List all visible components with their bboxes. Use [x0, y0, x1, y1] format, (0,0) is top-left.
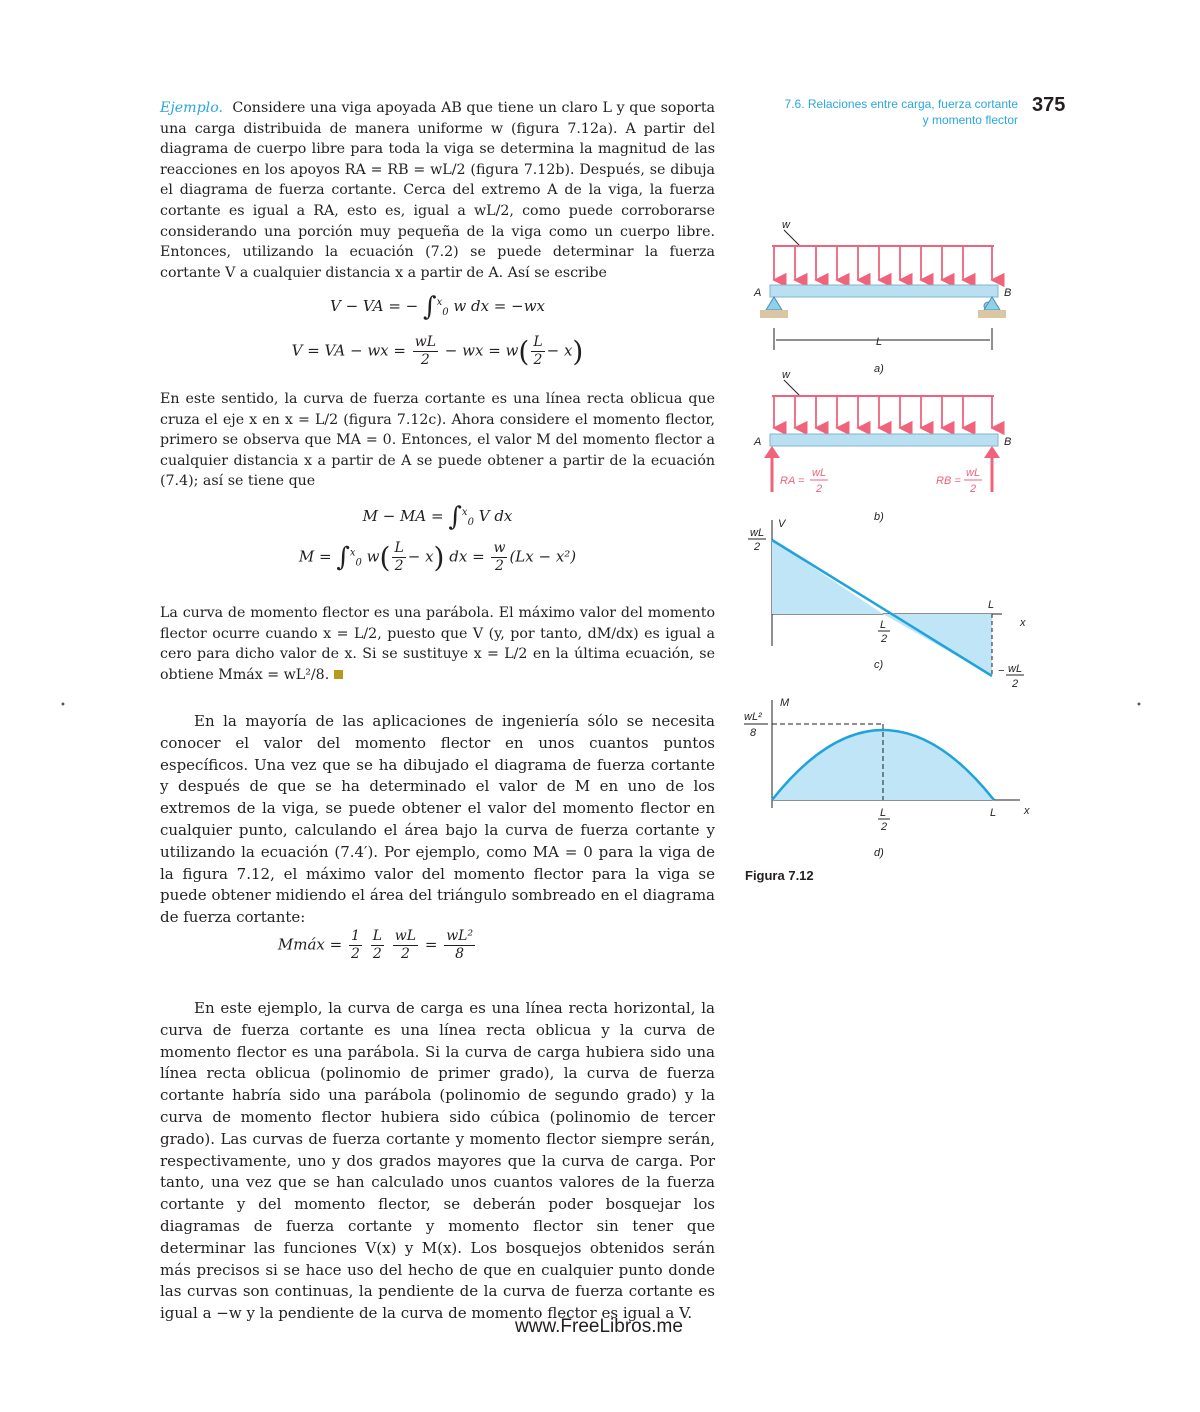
subfigure-b-label: b) [874, 511, 884, 523]
integral-sign: ∫ [423, 292, 437, 322]
reaction-label-RB: RB = [936, 475, 961, 487]
int-upper: x [436, 297, 443, 308]
subfigure-a-label: a) [874, 363, 884, 375]
svg-text:2: 2 [970, 483, 977, 495]
eq1-left: V − VA = − [329, 297, 419, 315]
eq2-left: V = VA − wx = [291, 341, 406, 360]
axis-label-V: V [778, 518, 786, 530]
fraction-w-2: $\frac{w}{2}$ [493, 540, 506, 574]
svg-text:wL²: wL² [744, 711, 762, 723]
load-label-w: w [782, 219, 790, 231]
eq4-right: (Lx − x²) [509, 547, 577, 566]
body-paragraph-5: En este ejemplo, la curva de carga es una línea recta horizontal, la curva de fuerza cortante es una línea recta oblicua y la curva de momento flector es una parábola. Si la curva de carga hubiera sido una línea recta oblicua (polinomio de primer grado), la curva de fuerza cortante habría sido una parábola (polinomio de segundo grado) y la curva de momento flector hubiera sido cúbica (polinomio de tercer grado). Las curvas de fuerza cortante y momento flector siempre serán, respectivamente, uno y dos grados mayores que la curva de carga. Por tanto, una vez que se han calculado unos cuantos valores de la fuerza cortante y del momento flector, se deberán poder bosquejar los diagramas de fuerza cortante y momento flector sin tener que determinar las funciones V(x) y M(x). Los bosquejos obtenidos serán más precisos si se hace uso del hecho de que en cualquier punto donde las curvas son continuas, la pendiente de la curva de fuerza cortante es igual a −w y la pendiente de la curva de momento flector es igual a V. [160, 999, 715, 1323]
axis-label-x: x [1020, 617, 1026, 629]
label-B: B [1004, 287, 1012, 299]
svg-text:2: 2 [1012, 678, 1019, 690]
example-paragraph-2-block [160, 389, 715, 492]
section-title-line1: 7.6. Relaciones entre carga, fuerza cortante [784, 97, 1018, 111]
equation-mmax: Mmáx = $\frac{1}{2}$ $\frac{L}{2}$ $\frac{wL}{2}$ = $\frac{\text{wL²}}{8}$ [277, 928, 474, 962]
reaction-label-RA: RA = [780, 475, 805, 487]
example-paragraph-3: La curva de momento flector es una parábola. El máximo valor del momento flector ocurre cuando x = L/2, puesto que V (y, por tanto, dM/dx) es igual a cero para dicho valor de x. Si se sustituye x = L/2 en la última ecuación, se obtiene Mmáx = wL²/8. [160, 605, 715, 683]
diagram-a-beam [753, 219, 1011, 375]
svg-text:2: 2 [754, 541, 761, 553]
svg-text:L: L [990, 807, 997, 819]
eq1-right: w dx = −wx [453, 297, 546, 315]
eq3-right: V dx [478, 507, 513, 525]
svg-text:2: 2 [816, 483, 823, 495]
equation-moment-1: M − MA = ∫$^x_0$ V dx [362, 502, 513, 532]
body-paragraph-4-block [160, 711, 715, 929]
int-lower: 0 [442, 307, 449, 318]
body-paragraph-4: En la mayoría de las aplicaciones de ingeniería sólo se necesita conocer el valor del momento flector en unos cuantos puntos específicos. Una vez que se ha dibujado el diagrama de fuerza cortante y después de que se ha determinado el valor de M en uno de los extremos de la viga, se puede obtener el valor del momento flector en cualquier punto, calculando el área bajo la curva de fuerza cortante y utilizando la ecuación (7.4′). Por ejemplo, como MA = 0 para la viga de la figura 7.12, el máximo valor del momento flector para la viga se puede obtener midiendo el área del triángulo sombreado en el diagrama de fuerza cortante: [160, 712, 715, 927]
example-block [160, 98, 715, 283]
minus-x: − x [546, 341, 573, 360]
diagram-c-shear [748, 518, 1026, 690]
running-header [785, 96, 1018, 128]
fraction-L-2: $\frac{L}{2}$ [533, 334, 543, 368]
eq2-mid: − wx = w [444, 341, 519, 360]
svg-text:wL: wL [966, 467, 981, 479]
example-paragraph-3-block [160, 603, 715, 685]
svg-text:wL: wL [1008, 663, 1023, 675]
label-A: A [754, 287, 762, 299]
section-title-line2: y momento flector [922, 113, 1018, 127]
diagram-d-moment [744, 697, 1030, 859]
fraction-L-2: $\frac{L}{2}$ [394, 540, 404, 574]
figure-caption: Figura 7.12 [745, 868, 814, 883]
subfigure-c-label: c) [874, 659, 884, 671]
eq4-mid: dx = [449, 547, 485, 566]
example-lead: Ejemplo. [160, 100, 224, 116]
equation-shear-1 [160, 292, 715, 322]
axis-label-M: M [780, 697, 790, 709]
svg-text:wL: wL [812, 467, 827, 479]
diagram-b-free-body [753, 369, 1011, 523]
example-paragraph-2: En este sentido, la curva de fuerza cortante es una línea recta oblicua que cruza el eje x en x = L/2 (figura 7.12c). Ahora considere el momento flector, primero se observa que MA = 0. Entonces, el valor M del momento flector a cualquier distancia x a partir de A se puede obtener a partir de la ecuación (7.4); así se tiene que [160, 391, 715, 490]
svg-text:2: 2 [881, 821, 888, 833]
svg-text:x: x [1024, 805, 1030, 817]
svg-text:L: L [880, 807, 887, 819]
integral-sign: ∫ [336, 542, 350, 573]
margin-mark-right: • [1136, 700, 1142, 711]
page-number: 375 [1032, 94, 1066, 116]
svg-text:−: − [998, 665, 1005, 677]
equation-moment-2: M = ∫$^x_0$ w( $\frac{L}{2}$ − x) dx = $\frac{w}{2}$ (Lx − x²) [298, 540, 577, 574]
footer-url: www.FreeLibros.me [515, 1316, 683, 1337]
body-paragraph-5-block [160, 998, 715, 1325]
figure-7-12 [740, 210, 1040, 860]
equation-shear-2: V = VA − wx = $\frac{wL}{2}$ − wx = w( $\frac{L}{2}$ − x) [291, 334, 584, 368]
subfigure-d-label: d) [874, 847, 884, 859]
svg-text:B: B [1004, 436, 1012, 448]
integral-sign: ∫ [448, 502, 462, 532]
svg-text:8: 8 [750, 727, 757, 739]
svg-text:2: 2 [881, 633, 888, 645]
svg-text:L: L [988, 599, 995, 611]
svg-text:A: A [754, 436, 762, 448]
label-L: L [876, 336, 883, 348]
svg-text:L: L [880, 619, 887, 631]
example-paragraph-1: Considere una viga apoyada AB que tiene un claro L y que soporta una carga distribuida de manera uniforme w (figura 7.12a). A partir del diagrama de cuerpo libre para toda la viga se determina la magnitud de las reacciones en los apoyos RA = RB = wL/2 (figura 7.12b). Después, se dibuja el diagrama de fuerza cortante. Cerca del extremo A de la viga, la fuerza cortante es igual a RA, esto es, igual a wL/2, como puede corroborarse considerando una porción muy pequeña de la viga como un cuerpo libre. Entonces, utilizando la ecuación (7.2) se puede determinar la fuerza cortante V a cualquier distancia x a partir de A. Así se escribe [160, 100, 715, 281]
svg-text:wL: wL [750, 527, 765, 539]
end-of-example-icon [334, 670, 343, 679]
svg-text:w: w [782, 369, 790, 381]
eq3-left: M − MA = [362, 507, 444, 525]
eq4-left: M = [298, 547, 332, 566]
eq5-left: Mmáx = [277, 935, 343, 954]
margin-mark-left: • [60, 700, 66, 711]
fraction-wL-2: $\frac{wL}{2}$ [414, 334, 437, 368]
